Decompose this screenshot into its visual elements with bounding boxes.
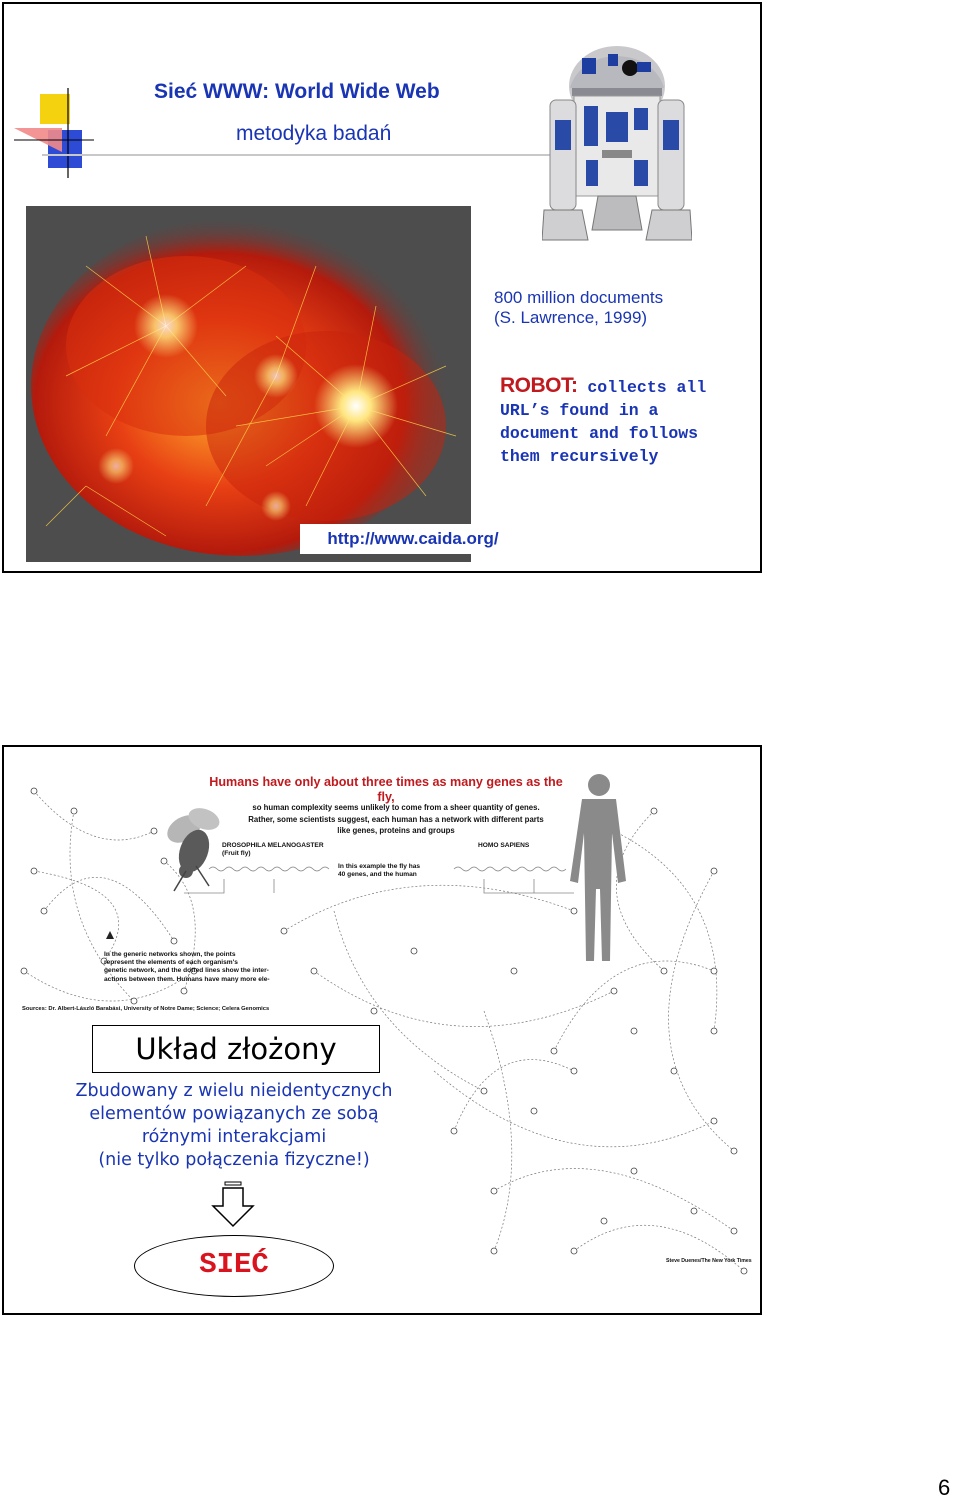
figure-note <box>104 951 304 984</box>
documents-source: (S. Lawrence, 1999) <box>494 308 648 327</box>
title-divider <box>42 154 582 156</box>
note-line-2: represent the elements of each organism's <box>104 959 238 967</box>
slide-decoration-icon <box>14 88 94 178</box>
robot-line-4: them recursively <box>500 447 659 466</box>
page-number: 6 <box>938 1475 951 1500</box>
label-drosophila <box>222 842 324 858</box>
documents-line: 800 million documents <box>494 288 664 307</box>
human-silhouette-icon <box>570 774 626 961</box>
figure-headline <box>196 775 576 805</box>
desc-line-3: różnymi interakcjami <box>141 1127 327 1147</box>
figure-headline-line-1: Humans have only about three times as many genes as the <box>209 775 563 789</box>
down-arrow-icon <box>209 1180 257 1228</box>
robot-description <box>500 374 750 468</box>
figure-credit: Steve Duenes/The New York Times <box>666 1258 752 1264</box>
slide-subtitle: metodyka badań <box>236 122 392 145</box>
label-drosophila-name: DROSOPHILA MELANOGASTER <box>222 842 324 849</box>
figure-sub-line-1: so human complexity seems unlikely to come from a sheer quantity of genes. <box>252 803 540 812</box>
robot-line-1: collects all <box>587 378 707 397</box>
label-example-line-2: 40 genes, and the human <box>338 871 417 879</box>
figure-sub-line-3: like genes, proteins and groups <box>337 826 455 835</box>
figure-headline-line-2: fly, <box>377 790 395 804</box>
note-line-4: actions between them. Humans have many more ele- <box>104 975 270 983</box>
label-example-line-1: In this example the fly has <box>338 863 421 870</box>
fly-icon <box>162 804 222 891</box>
figure-sub-line-2: Rather, some scientists suggest, each human has a network with different parts <box>248 814 544 824</box>
label-homo-sapiens: HOMO SAPIENS <box>478 842 530 849</box>
robot-line-2: URL’s found in a <box>500 401 659 420</box>
figure-source: Sources: Dr. Albert-László Barabási, University of Notre Dame; Science; Celera Genomics <box>22 1006 270 1012</box>
r2d2-robot-icon <box>542 40 692 262</box>
figure-subheadline <box>226 802 566 837</box>
documents-count <box>494 288 663 328</box>
label-example <box>338 863 420 879</box>
desc-line-1: Zbudowany z wielu nieidentycznych <box>75 1081 393 1101</box>
caida-link[interactable]: http://www.caida.org/ <box>300 524 526 554</box>
slide-complex-system <box>2 745 762 1315</box>
desc-line-4: (nie tylko połączenia fizyczne!) <box>98 1150 370 1170</box>
slide-www <box>2 2 762 573</box>
slide-title: Sieć WWW: World Wide Web <box>154 80 440 103</box>
label-fruit-fly: (Fruit fly) <box>222 850 251 858</box>
note-line-1: In the generic networks shown, the points <box>104 951 236 958</box>
network-result: SIEĆ <box>134 1235 334 1297</box>
complex-system-title: Układ złożony <box>92 1025 380 1073</box>
complex-system-description <box>74 1080 394 1172</box>
desc-line-2: elementów powiązanych ze sobą <box>89 1104 379 1124</box>
internet-map-image <box>26 206 471 562</box>
note-line-3: genetic network, and the dotted lines show the inter- <box>104 967 269 975</box>
robot-line-3: document and follows <box>500 424 699 443</box>
robot-label: ROBOT: <box>500 374 578 397</box>
